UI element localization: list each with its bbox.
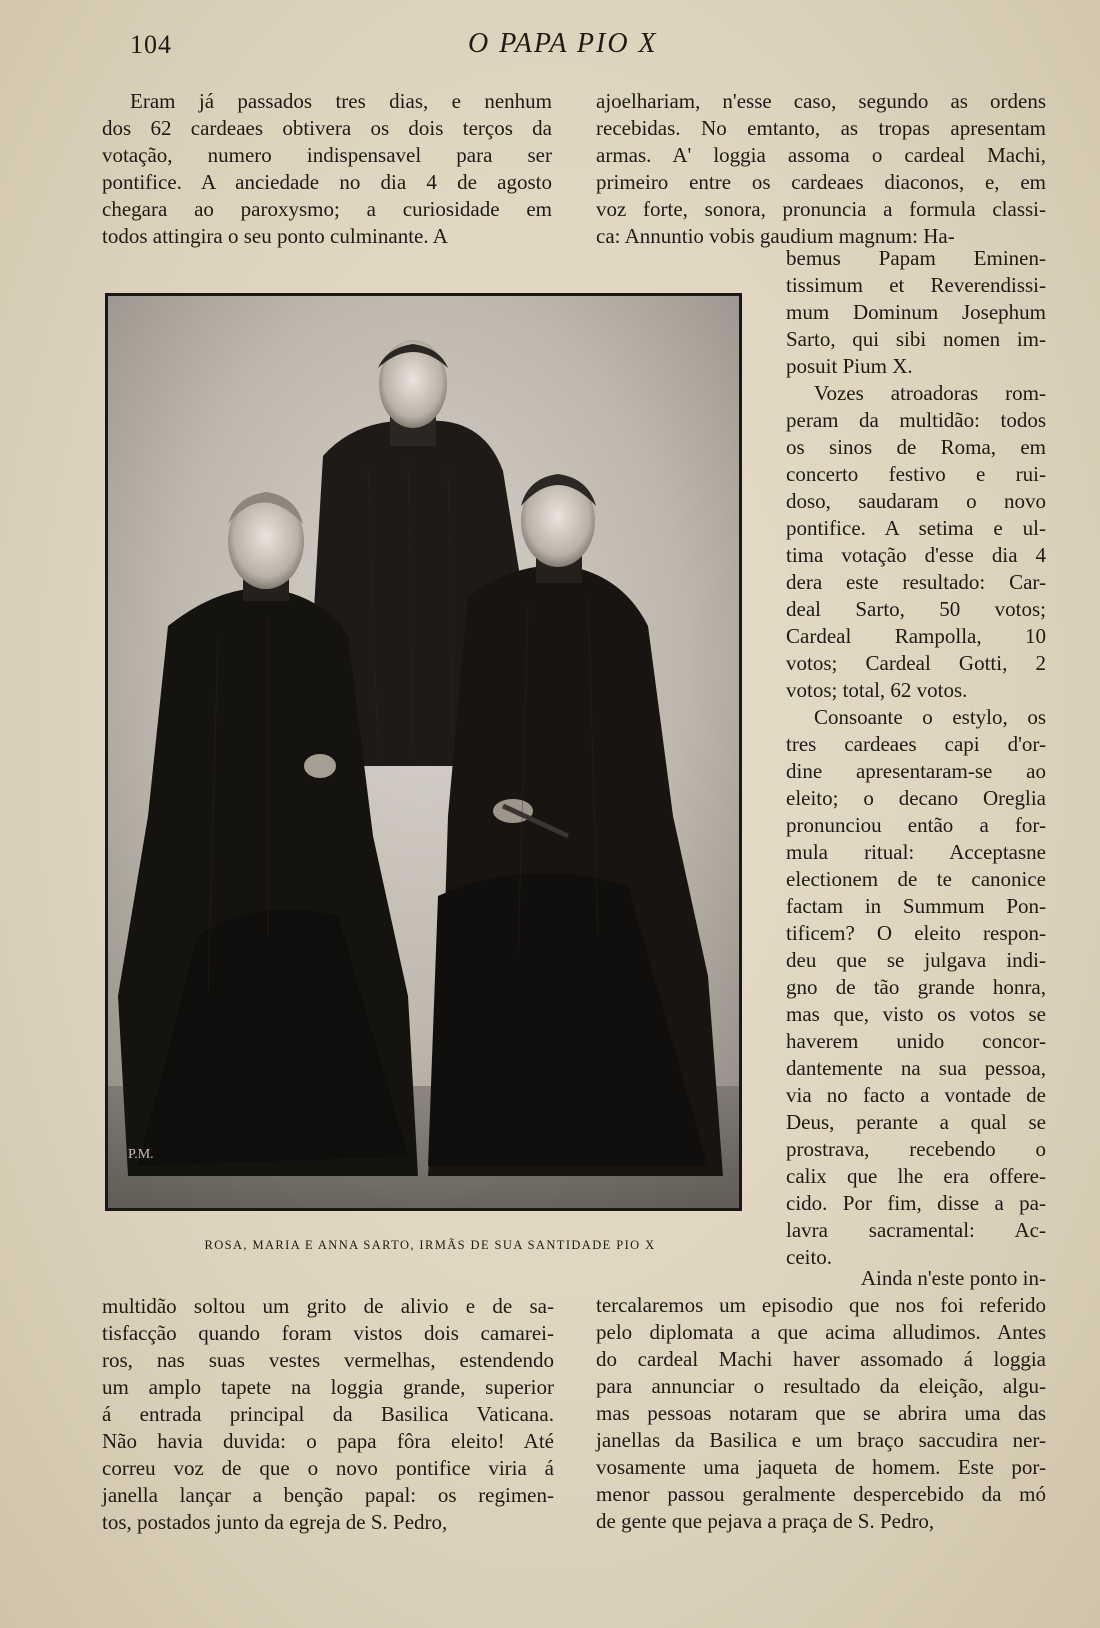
- text-line: Sarto, qui sibi nomen im-: [786, 327, 1046, 351]
- text-line: pelo diplomata a que acima alludimos. Antes: [596, 1320, 1046, 1344]
- text-line: todos attingira o seu ponto culminante. A: [102, 224, 448, 248]
- page-number: 104: [130, 30, 172, 59]
- text-line: votos; total, 62 votos.: [786, 678, 968, 702]
- text-line: ros, nas suas vestes vermelhas, estendendo: [102, 1348, 554, 1372]
- text-line: janella lançar a benção papal: os regimen-: [102, 1483, 554, 1507]
- text-line: doso, saudaram o novo: [786, 489, 1046, 513]
- text-line: Cardeal Rampolla, 10: [786, 624, 1046, 648]
- text-line: electionem de te canonice: [786, 867, 1046, 891]
- text-line: Consoante o estylo, os: [814, 705, 1046, 729]
- right-column-bottom: [596, 1265, 1046, 1535]
- text-line: primeiro entre os cardeaes diaconos, e, em: [596, 170, 1046, 194]
- text-line: para annunciar o resultado da eleição, algu-: [596, 1374, 1046, 1398]
- text-line: concerto festivo e rui-: [786, 462, 1046, 486]
- text-line: peram da multidão: todos: [786, 408, 1046, 432]
- photo-signature: P.M.: [128, 1147, 154, 1162]
- running-title: O PAPA PIO X: [468, 28, 658, 59]
- text-line: do cardeal Machi haver assomado á loggia: [596, 1347, 1046, 1371]
- text-line: multidão soltou um grito de alivio e de sa-: [102, 1294, 554, 1318]
- right-narrow-column: [786, 245, 1046, 1271]
- text-line: Eram já passados tres dias, e nenhum: [130, 89, 552, 113]
- text-line: os sinos de Roma, em: [786, 435, 1046, 459]
- text-line: dos 62 cardeaes obtivera os dois terços da: [102, 116, 552, 140]
- text-line: gno de tão grande honra,: [786, 975, 1046, 999]
- left-column-bottom: [102, 1293, 554, 1536]
- text-line: correu voz de que o novo pontifice viria á: [102, 1456, 554, 1480]
- text-line: chegara ao paroxysmo; a curiosidade em: [102, 197, 552, 221]
- text-line: posuit Pium X.: [786, 354, 913, 378]
- text-line: tos, postados junto da egreja de S. Pedro,: [102, 1510, 448, 1534]
- text-line: dantemente na sua pessoa,: [786, 1056, 1046, 1080]
- text-line: pontifice. A anciedade no dia 4 de agosto: [102, 170, 552, 194]
- text-line: calix que lhe era offere-: [786, 1164, 1046, 1188]
- text-line: um amplo tapete na loggia grande, superior: [102, 1375, 554, 1399]
- text-line: Deus, perante a qual se: [786, 1110, 1046, 1134]
- text-line: menor passou geralmente despercebido da mó: [596, 1482, 1046, 1506]
- text-line: tres cardeaes capi d'or-: [786, 732, 1046, 756]
- text-line: ca: Annuntio vobis gaudium magnum: Ha-: [596, 224, 955, 248]
- text-line: pontifice. A setima e ul-: [786, 516, 1046, 540]
- text-line: mas pessoas notaram que se abrira uma das: [596, 1401, 1046, 1425]
- left-column-top: [102, 88, 552, 250]
- text-line: ajoelhariam, n'esse caso, segundo as ordens: [596, 89, 1046, 113]
- text-line: pronunciou então a for-: [786, 813, 1046, 837]
- text-line: votos; Cardeal Gotti, 2: [786, 651, 1046, 675]
- text-line: eleito; o decano Oreglia: [786, 786, 1046, 810]
- text-line: prostrava, recebendo o: [786, 1137, 1046, 1161]
- text-line: votação, numero indispensavel para ser: [102, 143, 552, 167]
- text-line: bemus Papam Eminen-: [786, 246, 1046, 270]
- text-line: á entrada principal da Basilica Vaticana.: [102, 1402, 554, 1426]
- photo-caption: ROSA, MARIA E ANNA SARTO, IRMÃS DE SUA SANTIDADE PIO X: [204, 1238, 656, 1252]
- text-line: dine apresentaram-se ao: [786, 759, 1046, 783]
- text-line: armas. A' loggia assoma o cardeal Machi,: [596, 143, 1046, 167]
- text-line: deu que se julgava indi-: [786, 948, 1046, 972]
- text-line: ceito.: [786, 1245, 833, 1269]
- text-line: mas que, visto os votos se: [786, 1002, 1046, 1026]
- text-line: Não havia duvida: o papa fôra eleito! Até: [102, 1429, 554, 1453]
- text-line: via no facto a vontade de: [786, 1083, 1046, 1107]
- text-line: lavra sacramental: Ac-: [786, 1218, 1046, 1242]
- text-line: tima votação d'esse dia 4: [786, 543, 1046, 567]
- text-line: tissimum et Reverendissi-: [786, 273, 1046, 297]
- text-line: recebidas. No emtanto, as tropas apresentam: [596, 116, 1046, 140]
- right-column-top: [596, 88, 1046, 250]
- text-line: mum Dominum Josephum: [786, 300, 1046, 324]
- text-line: Vozes atroadoras rom-: [814, 381, 1046, 405]
- text-line: janellas da Basilica e um braço saccudira ner-: [596, 1428, 1046, 1452]
- text-line: tificem? O eleito respon-: [786, 921, 1046, 945]
- text-line: mula ritual: Acceptasne: [786, 840, 1046, 864]
- text-line: tisfacção quando foram vistos dois camarei-: [102, 1321, 554, 1345]
- photograph-sarto-sisters: [105, 293, 742, 1211]
- text-line: dera este resultado: Car-: [786, 570, 1046, 594]
- text-line: factam in Summum Pon-: [786, 894, 1046, 918]
- text-line: Ainda n'este ponto in-: [860, 1266, 1046, 1290]
- text-line: vosamente uma jaqueta de homem. Este por-: [596, 1455, 1046, 1479]
- text-line: cido. Por fim, disse a pa-: [786, 1191, 1046, 1215]
- text-line: de gente que pejava a praça de S. Pedro,: [596, 1509, 935, 1533]
- text-line: voz forte, sonora, pronuncia a formula classi-: [596, 197, 1046, 221]
- photograph-image: [108, 296, 739, 1208]
- text-line: deal Sarto, 50 votos;: [786, 597, 1046, 621]
- text-line: haverem unido concor-: [786, 1029, 1046, 1053]
- text-line: tercalaremos um episodio que nos foi referido: [596, 1293, 1046, 1317]
